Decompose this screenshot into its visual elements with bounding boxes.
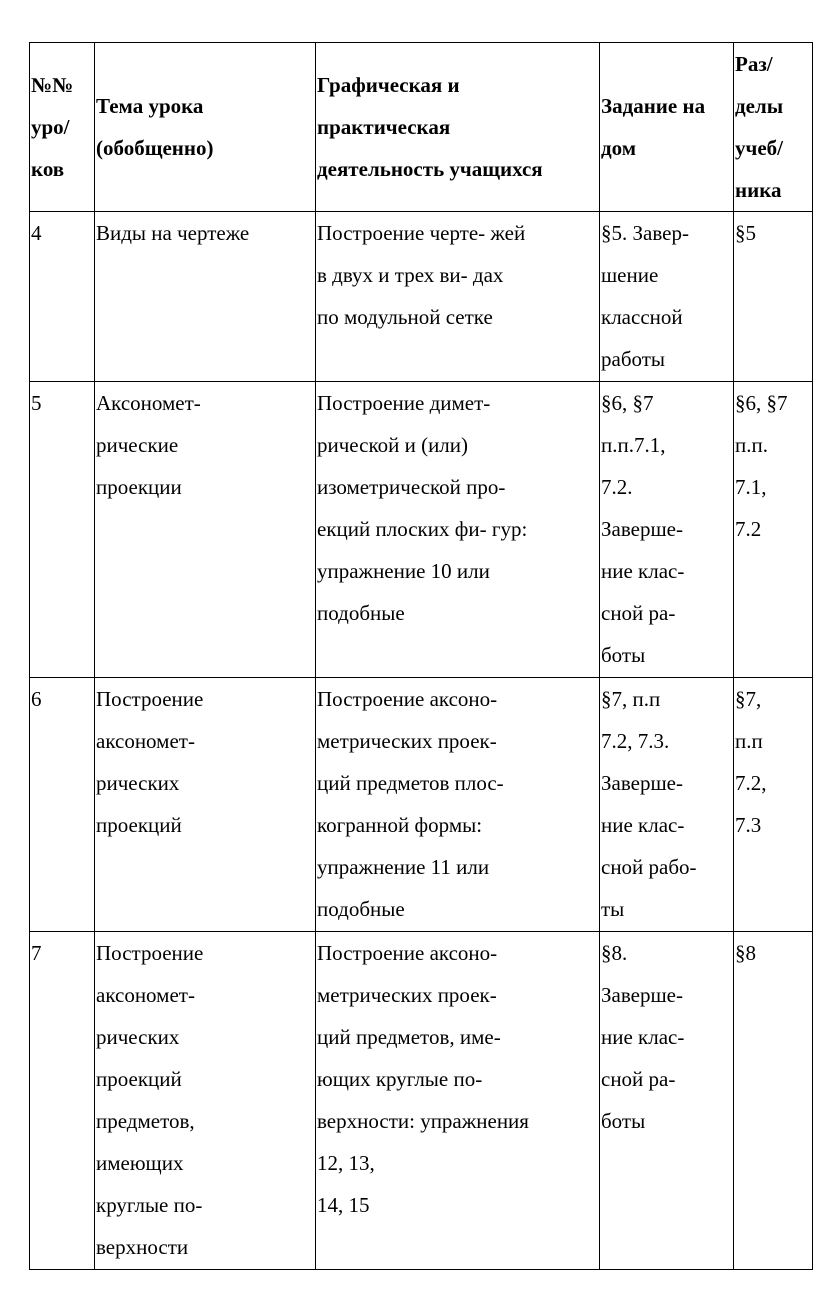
table-header-row [30,43,813,212]
header-lesson-number: №№ уро/ ков [30,43,95,212]
cell-lesson-topic: Аксономет- рические проекции [95,382,316,678]
cell-homework: §7, п.п 7.2, 7.3. Заверше- ние клас- сной рабо- ты [600,678,734,932]
header-lesson-topic: Тема урока (обобщенно) [95,43,316,212]
cell-textbook-sections: §6, §7 п.п. 7.1, 7.2 [734,382,813,678]
cell-student-activity: Построение черте- жей в двух и трех ви- дах по модульной сетке [316,212,600,382]
cell-textbook-sections: §7, п.п 7.2, 7.3 [734,678,813,932]
cell-homework: §6, §7 п.п.7.1, 7.2. Заверше- ние клас- сной ра- боты [600,382,734,678]
cell-student-activity: Построение димет- рической и (или) изометрической про- екций плоских фи- гур: упражнение 10 или подобные [316,382,600,678]
table-row [30,678,813,932]
header-textbook-sections: Раз/ делы учеб/ ника [734,43,813,212]
cell-lesson-topic: Построение аксономет- рических проекций предметов, имеющих круглые по- верхности [95,932,316,1270]
cell-lesson-number: 5 [30,382,95,678]
cell-lesson-number: 7 [30,932,95,1270]
cell-lesson-topic: Построение аксономет- рических проекций [95,678,316,932]
table-row [30,932,813,1270]
cell-student-activity: Построение аксоно- метрических проек- ций предметов плос- когранной формы: упражнение 11 или подобные [316,678,600,932]
cell-homework: §5. Завер- шение классной работы [600,212,734,382]
table-row [30,212,813,382]
cell-homework: §8. Заверше- ние клас- сной ра- боты [600,932,734,1270]
header-homework: Задание на дом [600,43,734,212]
cell-textbook-sections: §5 [734,212,813,382]
cell-lesson-topic: Виды на чертеже [95,212,316,382]
cell-textbook-sections: §8 [734,932,813,1270]
cell-student-activity: Построение аксоно- метрических проек- ций предметов, име- ющих круглые по- верхности: упражнения 12, 13, 14, 15 [316,932,600,1270]
cell-lesson-number: 6 [30,678,95,932]
table-row [30,382,813,678]
cell-lesson-number: 4 [30,212,95,382]
lesson-plan-table [29,42,813,1270]
header-student-activity: Графическая и практическая деятельность учащихся [316,43,600,212]
